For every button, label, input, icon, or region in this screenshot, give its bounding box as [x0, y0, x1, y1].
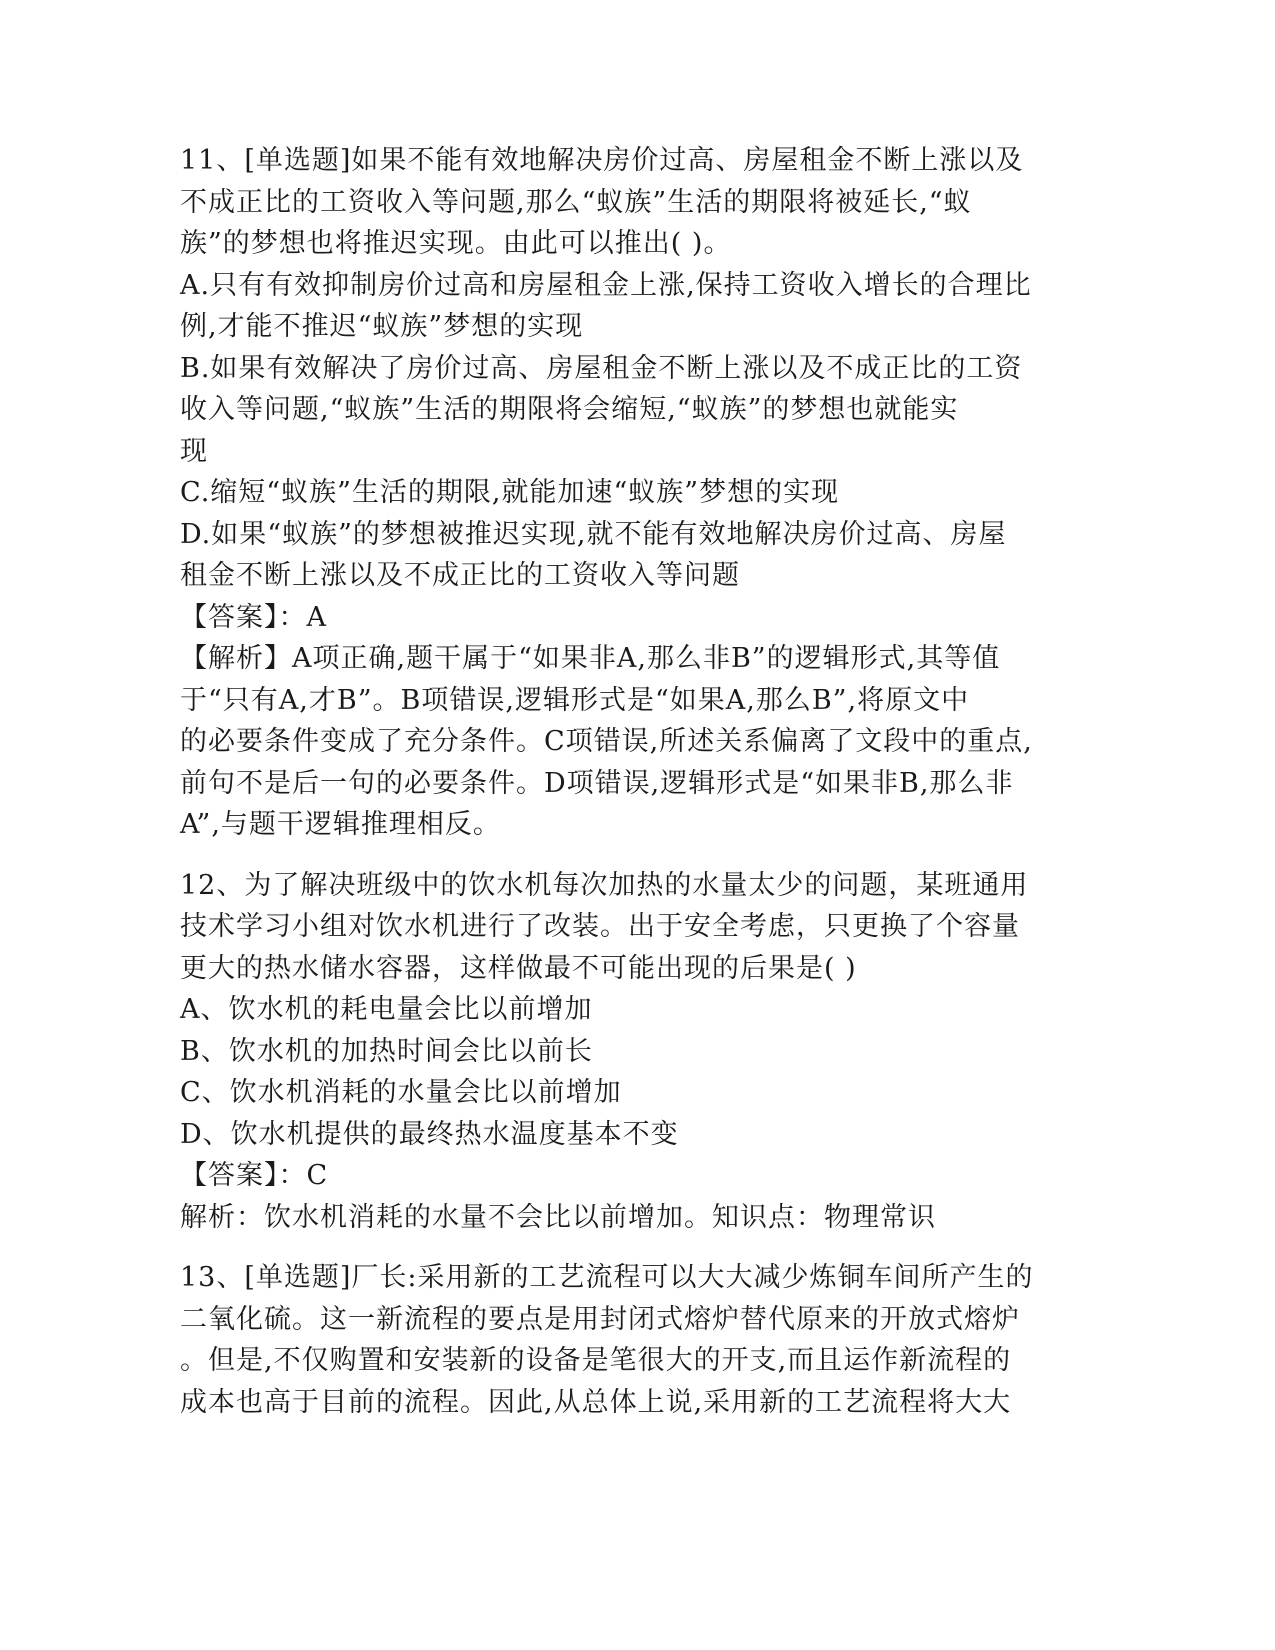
text-line: 【解析】A项正确,题干属于“如果非A,那么非B”的逻辑形式,其等值: [180, 643, 1001, 674]
question-stem: [180, 865, 1060, 990]
text-line: 二氧化硫。这一新流程的要点是用封闭式熔炉替代原来的开放式熔炉: [180, 1303, 1020, 1335]
question-11: [180, 140, 1060, 846]
answer: 【答案】：A: [180, 601, 327, 633]
option-c: C、饮水机消耗的水量会比以前增加: [180, 1077, 622, 1108]
question-stem: [180, 140, 1060, 265]
text-line: 12、为了解决班级中的饮水机每次加热的水量太少的问题，某班通用: [180, 869, 1029, 901]
option-d: [180, 514, 1060, 597]
text-line: D.如果“蚁族”的梦想被推迟实现,就不能有效地解决房价过高、房屋: [180, 518, 1007, 550]
question-12: [180, 865, 1060, 1239]
option-b: B、饮水机的加热时间会比以前长: [180, 1035, 593, 1067]
text-line: B.如果有效解决了房价过高、房屋租金不断上涨以及不成正比的工资: [180, 352, 1023, 384]
option-d: D、饮水机提供的最终热水温度基本不变: [180, 1118, 679, 1150]
analysis: 解析：饮水机消耗的水量不会比以前增加。知识点：物理常识: [180, 1201, 936, 1233]
text-line: 成本也高于目前的流程。因此,从总体上说,采用新的工艺流程将大大: [180, 1386, 1012, 1418]
text-line: 11、[单选题]如果不能有效地解决房价过高、房屋租金不断上涨以及: [180, 145, 1024, 176]
text-line: 更大的热水储水容器，这样做最不可能出现的后果是( ): [180, 952, 857, 984]
analysis: [180, 638, 1060, 846]
text-line: 例,才能不推迟“蚁族”梦想的实现: [180, 311, 584, 342]
text-line: A.只有有效抑制房价过高和房屋租金上涨,保持工资收入增长的合理比: [180, 269, 1032, 301]
text-line: 于“只有A,才B”。B项错误,逻辑形式是“如果A,那么B”,将原文中: [180, 684, 970, 716]
option-a: [180, 265, 1060, 348]
text-line: 现: [180, 435, 208, 467]
text-line: 租金不断上涨以及不成正比的工资收入等问题: [180, 560, 740, 591]
text-line: 。但是,不仅购置和安装新的设备是笔很大的开支,而且运作新流程的: [180, 1345, 1012, 1376]
option-b: [180, 348, 1060, 473]
option-c: [180, 472, 1060, 514]
text-line: 收入等问题,“蚁族”生活的期限将会缩短,“蚁族”的梦想也就能实: [180, 394, 959, 425]
text-line: 的必要条件变成了充分条件。C项错误,所述关系偏离了文段中的重点,: [180, 726, 1033, 757]
text-line: 族”的梦想也将推迟实现。由此可以推出( )。: [180, 228, 732, 259]
question-stem: [180, 1257, 1060, 1423]
text-line: 技术学习小组对饮水机进行了改装。出于安全考虑，只更换了个容量: [180, 911, 1020, 942]
option-a: A、饮水机的耗电量会比以前增加: [180, 994, 593, 1025]
text-line: C.缩短“蚁族”生活的期限,就能加速“蚁族”梦想的实现: [180, 477, 840, 508]
text-line: 不成正比的工资收入等问题,那么“蚁族”生活的期限将被延长,“蚁: [180, 186, 972, 218]
text-line: 13、[单选题]厂长:采用新的工艺流程可以大大减少炼铜车间所产生的: [180, 1262, 1034, 1293]
document-page: [180, 140, 1060, 1423]
text-line: A”,与题干逻辑推理相反。: [180, 809, 501, 840]
answer: 【答案】：C: [180, 1160, 329, 1191]
question-13: [180, 1257, 1060, 1423]
text-line: 前句不是后一句的必要条件。D项错误,逻辑形式是“如果非B,那么非: [180, 767, 1014, 799]
